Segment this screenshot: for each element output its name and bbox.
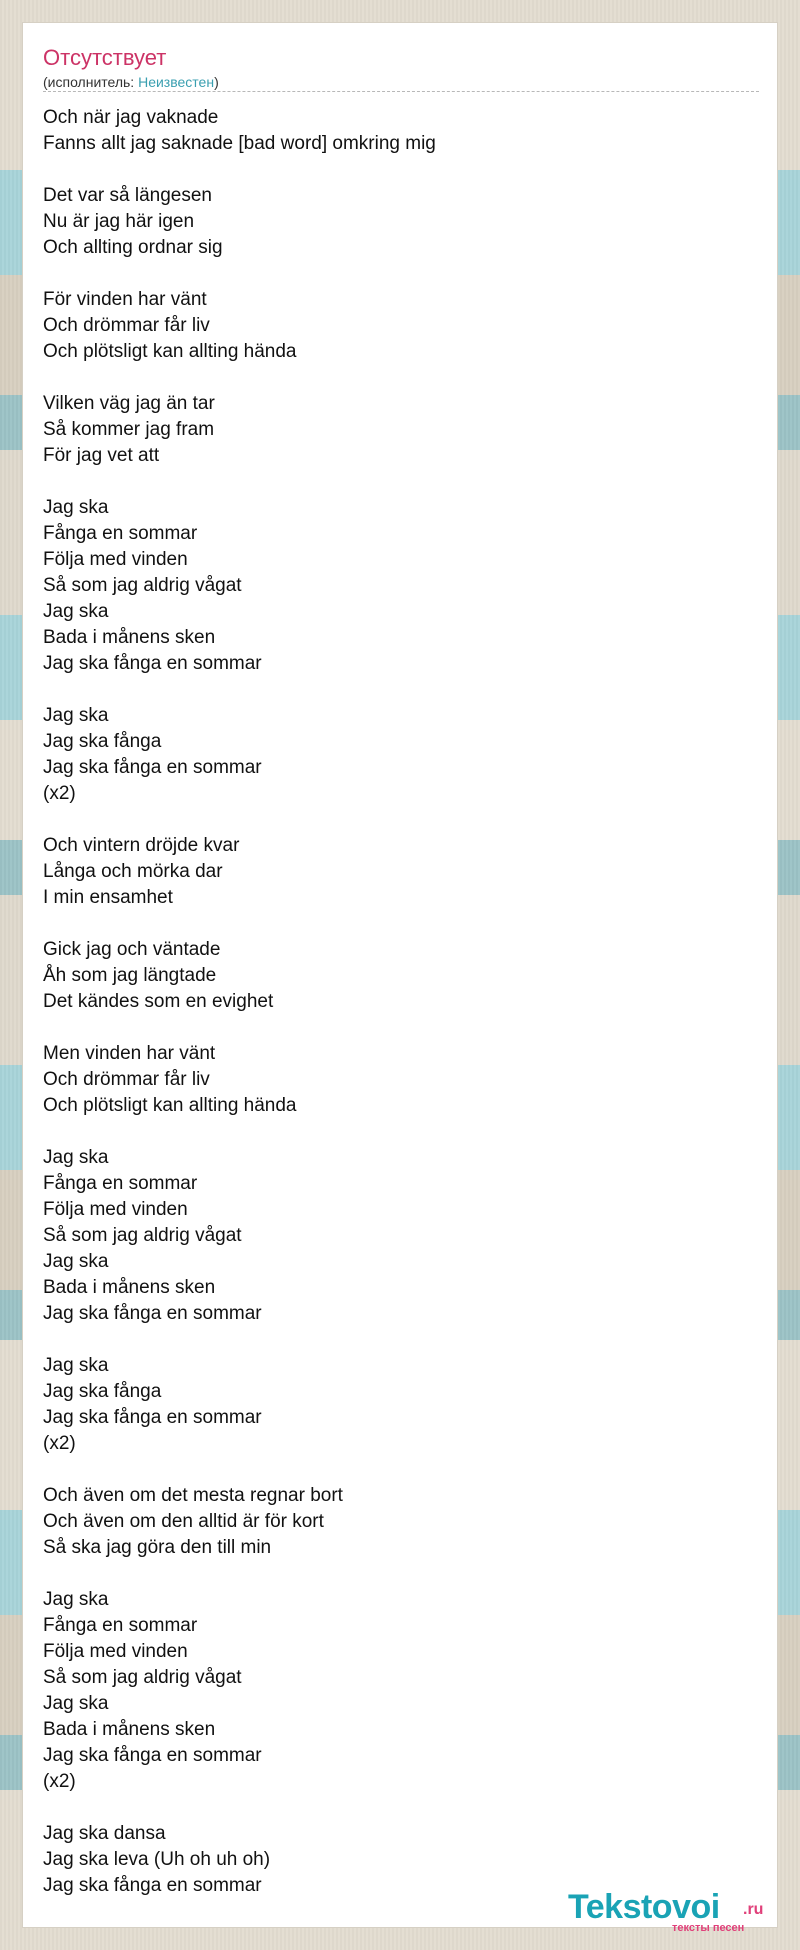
lyric-line: Det kändes som en evighet [43, 991, 274, 1012]
lyric-line: Jag ska [43, 1251, 109, 1272]
lyric-line: Långa och mörka dar [43, 861, 223, 882]
lyric-line: Så som jag aldrig vågat [43, 1667, 242, 1688]
lyric-line: Jag ska leva (Uh oh uh oh) [43, 1849, 271, 1870]
stanza-break [43, 261, 759, 287]
lyric-line: Och allting ordnar sig [43, 237, 223, 258]
lyric-line: Fånga en sommar [43, 1615, 198, 1636]
lyric-line: Och även om den alltid är för kort [43, 1511, 324, 1532]
lyric-line: Fånga en sommar [43, 1173, 198, 1194]
stanza-break [43, 469, 759, 495]
lyric-line: Vilken väg jag än tar [43, 393, 215, 414]
lyric-line: Och drömmar får liv [43, 315, 210, 336]
lyric-line: Bada i månens sken [43, 1719, 216, 1740]
lyric-line: Så som jag aldrig vågat [43, 1225, 242, 1246]
lyric-line: Jag ska fånga en sommar [43, 757, 262, 778]
lyric-line: Gick jag och väntade [43, 939, 221, 960]
stanza-break [43, 1561, 759, 1587]
performer-line [43, 73, 759, 91]
lyric-line: För jag vet att [43, 445, 160, 466]
lyric-line: Och plötsligt kan allting hända [43, 341, 297, 362]
lyric-line: Åh som jag längtade [43, 965, 217, 986]
lyric-line: Jag ska [43, 1147, 109, 1168]
lyric-line: (x2) [43, 1433, 76, 1454]
lyric-line: Följa med vinden [43, 549, 188, 570]
lyric-line: Fanns allt jag saknade [bad word] omkring mig [43, 133, 436, 154]
lyric-line: Jag ska fånga [43, 1381, 162, 1402]
song-title: Отсутствует [43, 45, 167, 70]
lyric-line: Så kommer jag fram [43, 419, 215, 440]
logo-tagline: тексты песен [672, 1922, 745, 1934]
lyric-line: Och även om det mesta regnar bort [43, 1485, 343, 1506]
lyric-line: Nu är jag här igen [43, 211, 195, 232]
lyric-line: Följa med vinden [43, 1641, 188, 1662]
lyric-line: Så som jag aldrig vågat [43, 575, 242, 596]
lyric-line: I min ensamhet [43, 887, 173, 908]
lyric-line: Bada i månens sken [43, 627, 216, 648]
stanza-break [43, 677, 759, 703]
lyric-line: Jag ska [43, 497, 109, 518]
logo-name: Tekstovoi [568, 1888, 720, 1926]
lyric-line: Det var så längesen [43, 185, 212, 206]
lyric-line: Så ska jag göra den till min [43, 1537, 272, 1558]
stanza-break [43, 1119, 759, 1145]
lyric-line: Jag ska [43, 1693, 109, 1714]
lyric-line: Jag ska [43, 601, 109, 622]
lyric-line: Och drömmar får liv [43, 1069, 210, 1090]
performer-suffix: ) [214, 74, 219, 90]
lyric-line: Jag ska fånga en sommar [43, 653, 262, 674]
lyric-line: Bada i månens sken [43, 1277, 216, 1298]
lyric-line: Och när jag vaknade [43, 107, 219, 128]
stanza-break [43, 1457, 759, 1483]
lyric-line: Jag ska fånga [43, 731, 162, 752]
stanza-break [43, 911, 759, 937]
lyric-line: (x2) [43, 783, 76, 804]
stanza-break [43, 1795, 759, 1821]
lyrics-text [43, 105, 759, 1899]
site-logo[interactable] [568, 1888, 782, 1934]
lyric-line: Men vinden har vänt [43, 1043, 216, 1064]
lyric-line: Jag ska fånga en sommar [43, 1875, 262, 1896]
performer-prefix: (исполнитель: [43, 74, 139, 90]
stanza-break [43, 1015, 759, 1041]
lyric-line: För vinden har vänt [43, 289, 207, 310]
artist-link[interactable]: Неизвестен [138, 74, 215, 90]
lyric-line: Och vintern dröjde kvar [43, 835, 240, 856]
lyric-line: Följa med vinden [43, 1199, 188, 1220]
lyric-line: Jag ska [43, 1589, 109, 1610]
stanza-break [43, 365, 759, 391]
stanza-break [43, 157, 759, 183]
lyric-line: (x2) [43, 1771, 76, 1792]
lyric-line: Jag ska fånga en sommar [43, 1745, 262, 1766]
lyrics-card [22, 22, 778, 1928]
header-divider [43, 91, 759, 92]
lyric-line: Jag ska dansa [43, 1823, 166, 1844]
lyric-line: Och plötsligt kan allting hända [43, 1095, 297, 1116]
lyric-line: Jag ska [43, 1355, 109, 1376]
stanza-break [43, 807, 759, 833]
logo-tld: .ru [743, 1901, 764, 1918]
song-header [43, 45, 759, 91]
lyric-line: Fånga en sommar [43, 523, 198, 544]
lyric-line: Jag ska fånga en sommar [43, 1303, 262, 1324]
lyric-line: Jag ska fånga en sommar [43, 1407, 262, 1428]
lyric-line: Jag ska [43, 705, 109, 726]
stanza-break [43, 1327, 759, 1353]
